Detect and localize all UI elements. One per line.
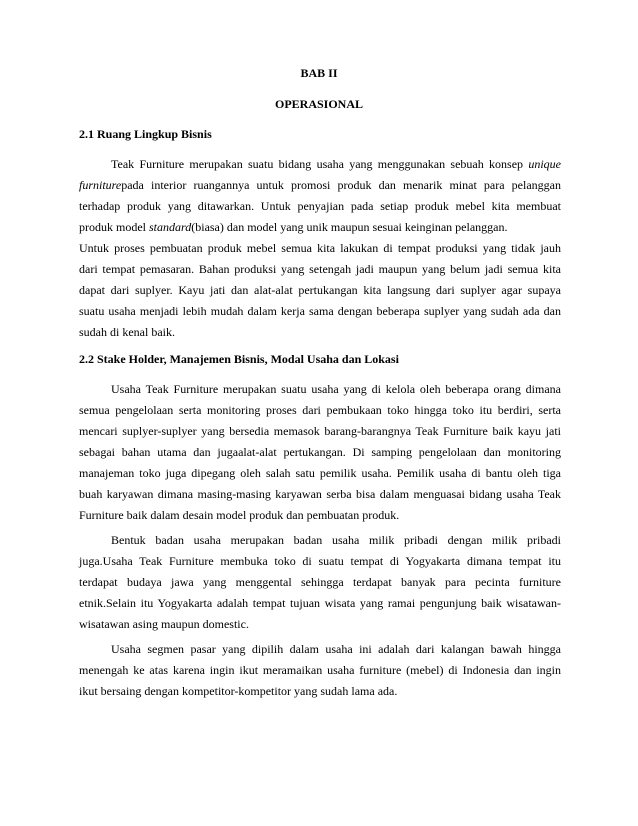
text-line: juga.Usaha Teak Furniture membuka toko di suatu tempat di Yogyakarta dimana tempat itu [79,554,561,568]
text-line: buah karyawan dimana masing-masing karyawan serba bisa dalam menguasai bidang usaha Teak [79,487,561,501]
chapter-number: BAB II [300,66,338,80]
text-line: mencari suplyer-suplyer yang bersedia memasok barang-barangnya Teak Furniture baik kayu jati [79,424,561,438]
text-line: etnik.Selain itu Yogyakarta adalah tempat tujuan wisata yang ramai pengunjung baik wisatawan- [79,596,561,610]
text-line: furniturepada interior ruangannya untuk promosi produk dan menarik minat para pelanggan [79,178,561,192]
text-line: terhadap produk yang ditawarkan. Untuk penyajian pada setiap produk mebel kita membuat [79,199,561,213]
text-line: Teak Furniture merupakan suatu bidang usaha yang menggunakan sebuah konsep unique [111,157,561,171]
text-line: produk model standard(biasa) dan model yang unik maupun sesuai keinginan pelanggan. [79,220,508,234]
text-line: dapat dari suplyer. Kayu jati dan alat-alat pertukangan kita langsung dari suplyer agar supaya [79,283,561,297]
text-line: ikut bersaing dengan kompetitor-kompetitor yang sudah lama ada. [79,684,398,698]
text-line: sudah di kenal baik. [79,325,175,339]
text-line: Bentuk badan usaha merupakan badan usaha milik pribadi dengan milik pribadi [111,533,561,547]
text-line: dari tempat pemasaran. Bahan produksi yang setengah jadi maupun yang belum jadi semua kita [79,262,561,276]
text-line: Usaha Teak Furniture merupakan suatu usaha yang di kelola oleh beberapa orang dimana [111,382,561,396]
text-line: Furniture baik dalam desain model produk dan pembuatan produk. [79,508,400,522]
text-line: Untuk proses pembuatan produk mebel semua kita lakukan di tempat produksi yang tidak jauh [79,241,561,255]
section-heading-2-1: 2.1 Ruang Lingkup Bisnis [79,127,212,141]
text-line: Usaha segmen pasar yang dipilih dalam usaha ini adalah dari kalangan bawah hingga [111,642,561,656]
text-line: terdapat budaya jawa yang menggental sehingga terdapat banyak para pecinta furniture [79,575,561,589]
text-line: sebagai bahan utama dan jugaalat-alat pertukangan. Di samping pengelolaan dan monitoring [79,445,561,459]
text-line: suatu usaha menjadi lebih mudah dalam kerja sama dengan beberapa suplyer yang sudah ada dan [79,304,561,318]
section-heading-2-2: 2.2 Stake Holder, Manajemen Bisnis, Modal Usaha dan Lokasi [79,352,399,366]
chapter-title: OPERASIONAL [274,97,363,111]
text-line: semua pengelolaan serta monitoring proses dari pembukaan toko hingga toko itu berdiri, serta [79,403,561,417]
text-line: menengah ke atas karena ingin ikut meramaikan usaha furniture (mebel) di Indonesia dan ingin [79,663,561,677]
text-line: manajeman toko juga dipegang oleh salah satu pemilik usaha. Pemilik usaha di bantu oleh tiga [79,466,561,480]
text-line: wisatawan asing maupun domestic. [79,617,249,631]
